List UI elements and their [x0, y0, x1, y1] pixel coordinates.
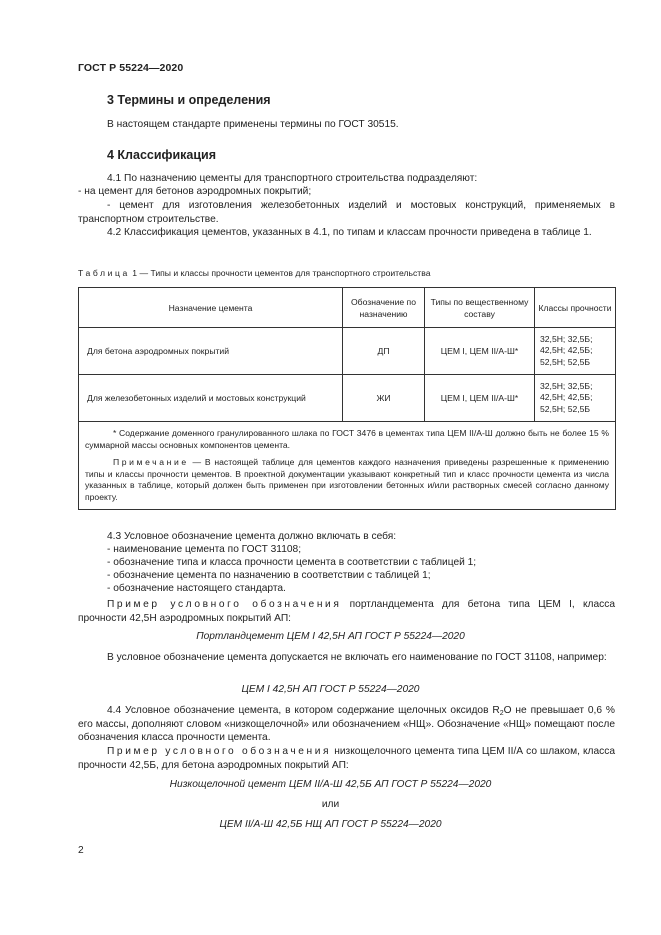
table-caption: [78, 268, 431, 278]
paragraph-4-3: 4.3 Условное обозначение цемента должно включать в себя:: [107, 531, 397, 542]
table-notes-row: [79, 422, 616, 510]
list-item: - наименование цемента по ГОСТ 31108;: [107, 544, 302, 555]
formula: Низкощелочной цемент ЦЕМ II/А-Ш 42,5Б АП ГОСТ Р 55224—2020: [169, 779, 492, 790]
p44-text-b: O не превышает 0,6 % его массы, дополняют словом «низкощелочной» или обозначением «НЩ». Обозначение «НЩ» помещают после обозначения класса прочности цемента.: [78, 705, 615, 743]
paragraph-4-1: 4.1 По назначению цементы для транспортного строительства подразделяют:: [107, 173, 478, 184]
cell-types: ЦЕМ I, ЦЕМ II/А-Ш*: [425, 328, 535, 375]
cell-designation: ДП: [343, 328, 425, 375]
p44-text-a: 4.4 Условное обозначение цемента, в котором содержание щелочных оксидов R: [107, 705, 500, 716]
cell-designation: ЖИ: [343, 375, 425, 422]
list-item: - обозначение типа и класса прочности цемента в соответствии с таблицей 1;: [107, 557, 477, 568]
classification-table: [78, 287, 616, 510]
table-caption-text: 1 — Типы и классы прочности цементов для транспортного строительства: [129, 268, 431, 278]
list-item: - обозначение настоящего стандарта.: [107, 583, 286, 594]
table-note: [85, 457, 609, 503]
table-row: [79, 328, 616, 375]
class-line: 32,5Н; 32,5Б;: [540, 380, 593, 391]
formula: ЦЕМ II/А-Ш 42,5Б НЩ АП ГОСТ Р 55224—2020: [219, 819, 442, 830]
paragraph-4-4: [78, 704, 615, 745]
header-designation: Обозначение по назначению: [343, 288, 425, 328]
table-notes: [79, 422, 616, 510]
class-line: 52,5Н; 52,5Б: [540, 403, 591, 414]
list-item: - цемент для изготовления железобетонных изделий и мостовых конструкций, применяемых в транспортном строительстве.: [78, 200, 615, 225]
paragraph-4-2: 4.2 Классификация цементов, указанных в 4.1, по типам и классам прочности приведена в таблице 1.: [107, 227, 592, 238]
example-paragraph: [78, 598, 615, 625]
note-label: Примечание: [113, 457, 189, 467]
cell-purpose: Для бетона аэродромных покрытий: [79, 328, 343, 375]
class-line: 52,5Н; 52,5Б: [540, 356, 591, 367]
page-number: 2: [78, 845, 84, 856]
list-item: - обозначение цемента по назначению в соответствии с таблицей 1;: [107, 570, 431, 581]
cell-purpose: Для железобетонных изделий и мостовых конструкций: [79, 375, 343, 422]
table-row: [79, 375, 616, 422]
note-text: — В настоящей таблице для цементов каждого назначения приведены разрешенные к применению типы и классы прочности цементов. В проектной документации указывают конкретный тип и класс прочности цемента из числа указанных в таблице, который должен быть применен при изготовлении бетонных и/или растворных смесей согласно данному проекту.: [85, 457, 609, 502]
example-text: портландцемента для бетона типа ЦЕМ I, класса прочности 42,5Н аэродромных покрытий АП:: [78, 599, 615, 624]
header-classes: Классы прочности: [535, 288, 616, 328]
cell-classes: [535, 375, 616, 422]
section-3-title: 3 Термины и определения: [107, 93, 271, 107]
example-label: Пример условного обозначения: [107, 746, 332, 757]
class-line: 42,5Н; 42,5Б;: [540, 345, 593, 356]
example-paragraph: [78, 745, 615, 772]
document-header: ГОСТ Р 55224—2020: [78, 62, 184, 74]
table-caption-label: Таблица: [78, 268, 130, 278]
cell-types: ЦЕМ I, ЦЕМ II/А-Ш*: [425, 375, 535, 422]
table-footnote: * Содержание доменного гранулированного шлака по ГОСТ 3476 в цементах типа ЦЕМ II/А-Ш должно быть не более 15 % суммарной массы основных компонентов цемента.: [85, 428, 609, 450]
example-label: Пример условного обозначения: [107, 599, 342, 610]
list-item: - на цемент для бетонов аэродромных покрытий;: [78, 186, 312, 197]
or-word: или: [321, 799, 340, 810]
class-line: 32,5Н; 32,5Б;: [540, 333, 593, 344]
note-paragraph: В условное обозначение цемента допускается не включать его наименование по ГОСТ 31108, например:: [107, 652, 607, 663]
example-text: низкощелочного цемента типа ЦЕМ II/А со шлаком, класса прочности 42,5Б, для бетона аэродромных покрытий АП:: [78, 746, 616, 771]
section-4-title: 4 Классификация: [107, 148, 217, 162]
p44-subscript: 2: [499, 710, 504, 717]
class-line: 42,5Н; 42,5Б;: [540, 392, 593, 403]
example-formula: Портландцемент ЦЕМ I 42,5Н АП ГОСТ Р 55224—2020: [196, 631, 465, 642]
table-header-row: [79, 288, 616, 328]
header-types: Типы по вещественному составу: [425, 288, 535, 328]
section-3-text: В настоящем стандарте применены термины по ГОСТ 30515.: [107, 119, 399, 130]
formula: ЦЕМ I 42,5Н АП ГОСТ Р 55224—2020: [241, 684, 420, 695]
header-purpose: Назначение цемента: [79, 288, 343, 328]
cell-classes: [535, 328, 616, 375]
